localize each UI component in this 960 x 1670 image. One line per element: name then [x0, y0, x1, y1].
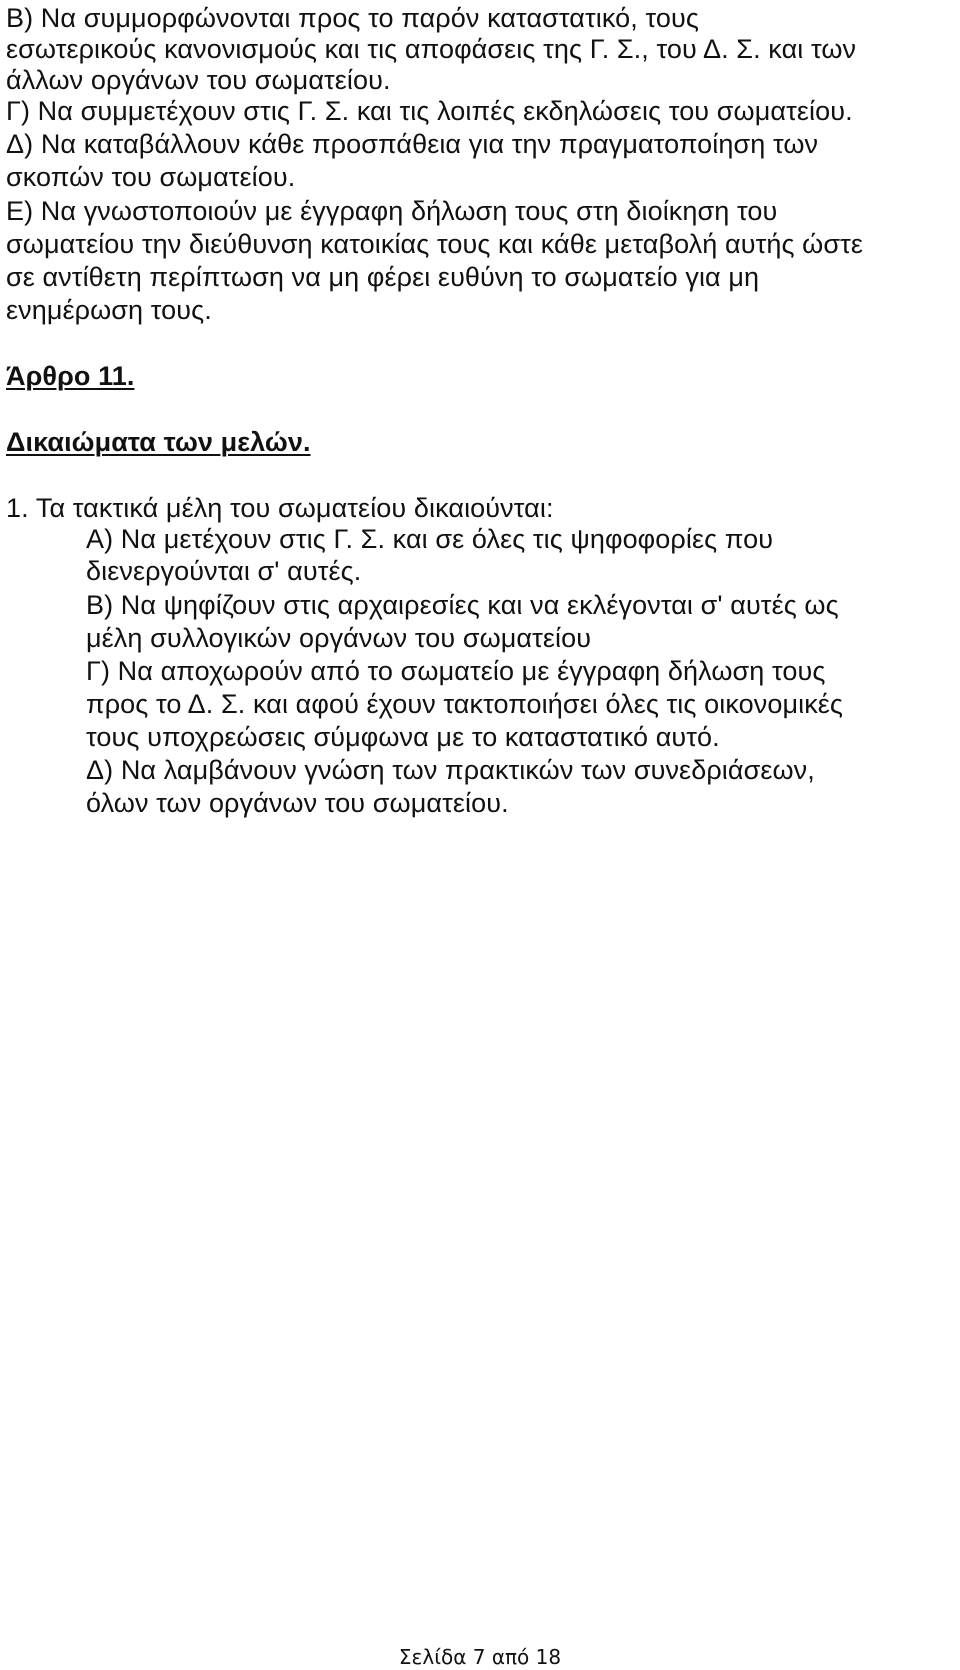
text-line-delta-cont: σκοπών του σωματείου. [6, 162, 296, 192]
article-number-heading: Άρθρο 11. [6, 361, 135, 391]
right-item-alpha: Α) Να μετέχουν στις Γ. Σ. και σε όλες τις ψηφοφορίες που [86, 524, 774, 554]
right-item-gamma-cont-2: τους υποχρεώσεις σύμφωνα με το καταστατικό αυτό. [86, 722, 720, 752]
text-line-gamma: Γ) Να συμμετέχουν στις Γ. Σ. και τις λοιπές εκδηλώσεις του σωματείου. [6, 96, 853, 126]
text-line-epsilon: Ε) Να γνωστοποιούν με έγγραφη δήλωση τους στη διοίκηση του [6, 196, 778, 226]
text-line-beta-cont-2: άλλων οργάνων του σωματείου. [6, 65, 391, 95]
text-line-beta: Β) Να συμμορφώνονται προς το παρόν καταστατικό, τους [6, 3, 699, 33]
right-item-gamma-cont-1: προς το Δ. Σ. και αφού έχουν τακτοποιήσει όλες τις οικονομικές [86, 689, 844, 719]
text-line-epsilon-cont-3: ενημέρωση τους. [6, 295, 212, 325]
right-item-beta-cont: μέλη συλλογικών οργάνων του σωματείου [86, 623, 592, 653]
text-line-epsilon-cont-1: σωματείου την διεύθυνση κατοικίας τους και κάθε μεταβολή αυτής ώστε [6, 229, 864, 259]
right-item-delta-cont: όλων των οργάνων του σωματείου. [86, 788, 509, 818]
text-line-beta-cont-1: εσωτερικούς κανονισμούς και τις αποφάσεις της Γ. Σ., του Δ. Σ. και των [6, 34, 857, 64]
paragraph-intro: 1. Τα τακτικά μέλη του σωματείου δικαιούνται: [6, 493, 554, 523]
right-item-alpha-cont: διενεργούνται σ' αυτές. [86, 556, 362, 586]
right-item-gamma: Γ) Να αποχωρούν από το σωματείο με έγγραφη δήλωση τους [86, 656, 826, 686]
text-line-epsilon-cont-2: σε αντίθετη περίπτωση να μη φέρει ευθύνη το σωματείο για μη [6, 262, 760, 292]
article-title-heading: Δικαιώματα των μελών. [6, 427, 311, 457]
text-line-delta: Δ) Να καταβάλλουν κάθε προσπάθεια για την πραγματοποίηση των [6, 129, 819, 159]
right-item-beta: Β) Να ψηφίζουν στις αρχαιρεσίες και να εκλέγονται σ' αυτές ως [86, 590, 839, 620]
page-number-footer: Σελίδα 7 από 18 [398, 1645, 562, 1669]
right-item-delta: Δ) Να λαμβάνουν γνώση των πρακτικών των συνεδριάσεων, [86, 755, 815, 785]
